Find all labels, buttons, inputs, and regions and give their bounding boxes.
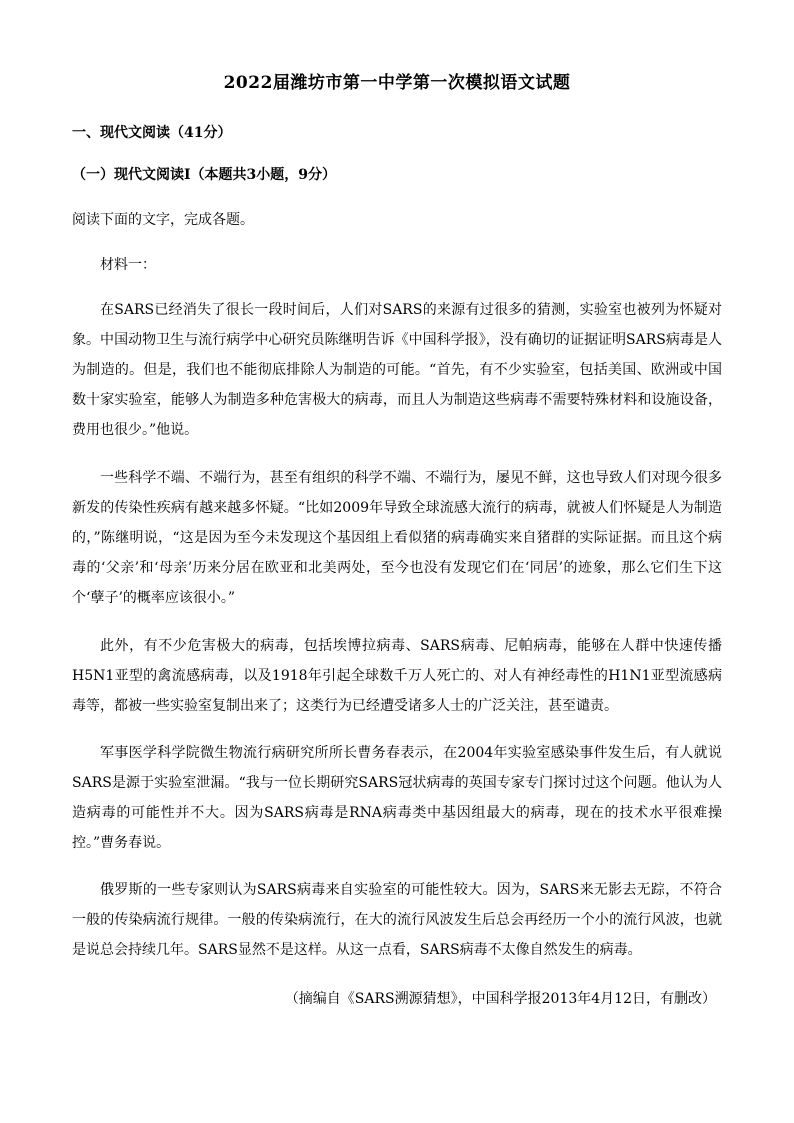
section-heading: 一、现代文阅读（41分）: [72, 125, 232, 141]
sub-section-heading: （一）现代文阅读Ⅰ（本题共3小题，9分）: [72, 167, 337, 183]
paragraph-4: 军事医学科学院微生物流行病研究所所长曹务春表示，在2004年实验室感染事件发生后，有人就说SARS是源于实验室泄漏。“我与一位长期研究SARS冠状病毒的英国专家专门探讨过这个问题。他认为人造病毒的可能性并不大。因为SARS病毒是RNA病毒类中基因组最大的病毒，现在的技术水平很难操控。”曹务春说。: [72, 745, 722, 851]
paragraph-5: 俄罗斯的一些专家则认为SARS病毒来自实验室的可能性较大。因为，SARS来无影去无踪，不符合一般的传染病流行规律。一般的传染病流行，在大的流行风波发生后总会再经历一个小的流行风波，也就是说总会持续几年。SARS显然不是这样。从这一点看，SARS病毒不太像自然发生的病毒。: [72, 882, 722, 958]
page-title: 2022届潍坊市第一中学第一次模拟语文试题: [223, 73, 571, 93]
paragraph-3: 此外，有不少危害极大的病毒，包括埃博拉病毒、SARS病毒、尼帕病毒，能够在人群中快速传播H5N1亚型的禽流感病毒，以及1918年引起全球数千万人死亡的、对人有神经毒性的H1N1亚型流感病毒等，都被一些实验室复制出来了；这类行为已经遭受诸多人士的广泛关注，甚至谴责。: [72, 638, 722, 714]
paragraph-1: 在SARS已经消失了很长一段时间后，人们对SARS的来源有过很多的猜测，实验室也被列为怀疑对象。中国动物卫生与流行病学中心研究员陈继明告诉《中国科学报》，没有确切的证据证明SARS病毒是人为制造的。但是，我们也不能彻底排除人为制造的可能。“首先，有不少实验室，包括美国、欧洲或中国数十家实验室，能够人为制造多种危害极大的病毒，而且人为制造这些病毒不需要特殊材料和设施设备，费用也很少。”他说。: [72, 302, 722, 438]
paragraph-2: 一些科学不端、不端行为，甚至有组织的科学不端、不端行为，屡见不鲜，这也导致人们对现今很多新发的传染性疾病有越来越多怀疑。“比如2009年导致全球流感大流行的病毒，就被人们怀疑是人为制造的，”陈继明说，“这是因为至今未发现这个基因组上看似猪的病毒确实来自猪群的实际证据。而且这个病毒的‘父亲’和‘母亲’历来分居在欧亚和北美两处，至今也没有发现它们在‘同居’的迹象，那么它们生下这个‘孽子’的概率应该很小。”: [72, 470, 722, 606]
source-citation: （摘编自《SARS溯源猜想》，中国科学报2013年4月12日，有删改）: [284, 991, 716, 1007]
reading-instruction: 阅读下面的文字，完成各题。: [72, 212, 254, 228]
material-label: 材料一：: [100, 257, 156, 273]
